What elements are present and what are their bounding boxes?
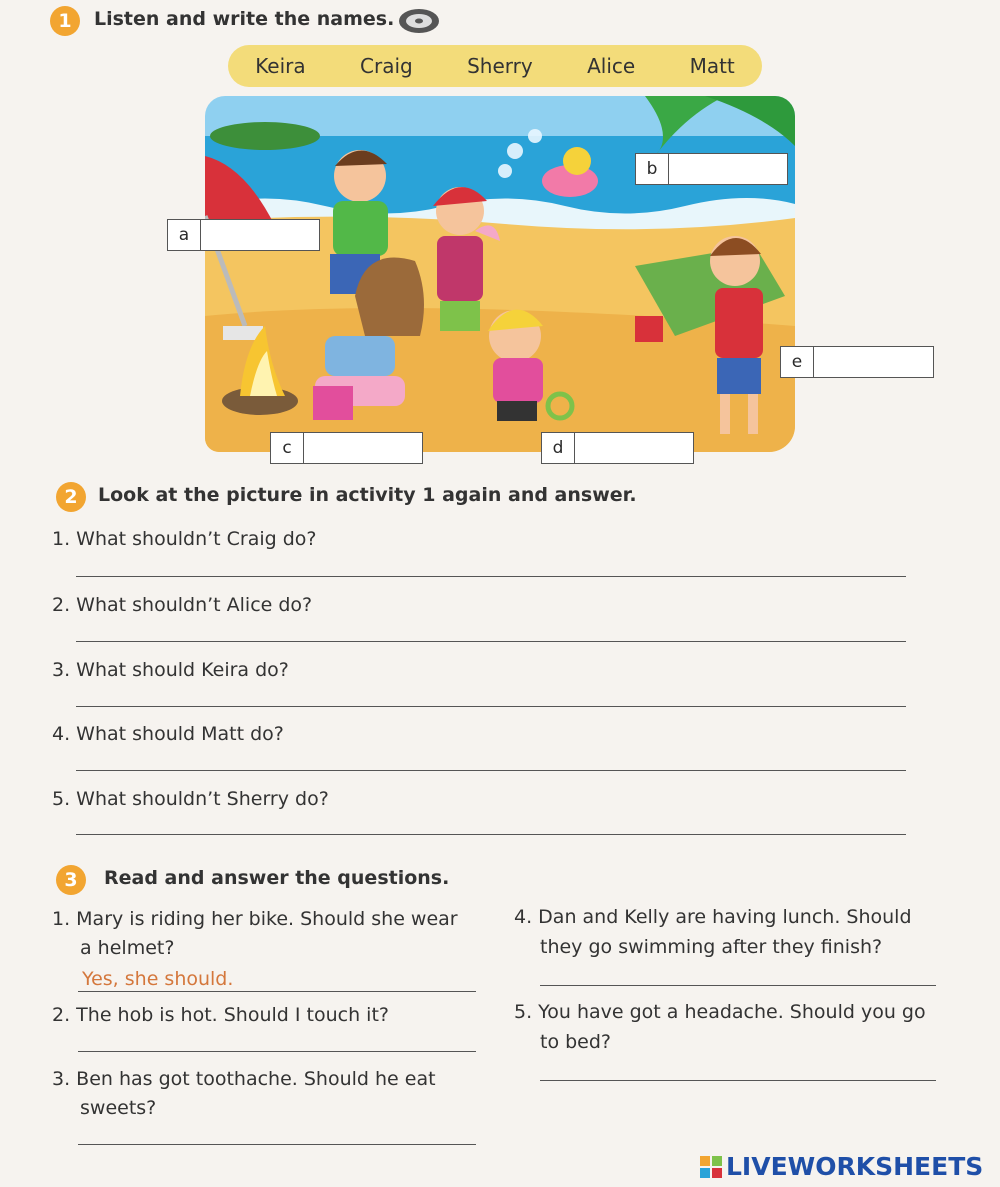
answer-line-2-5[interactable]	[76, 834, 906, 835]
name-craig: Craig	[360, 54, 413, 78]
answer-line-3-1[interactable]	[78, 991, 476, 992]
liveworksheets-logo-icon	[700, 1156, 722, 1178]
answer-line-3-5[interactable]	[540, 1080, 936, 1081]
label-box-a	[167, 219, 320, 251]
activity-3-question-2: 2. The hob is hot. Should I touch it?	[52, 1004, 389, 1026]
activity-1-number: 1	[50, 6, 80, 36]
name-bank	[228, 45, 762, 87]
label-letter-b: b	[636, 154, 669, 184]
activity-3-question-5-line-2: to bed?	[540, 1031, 612, 1053]
activity-3-question-4-line-1: 4. Dan and Kelly are having lunch. Should	[514, 906, 912, 928]
activity-2-question-4: 4. What should Matt do?	[52, 723, 284, 745]
activity-3-question-1-line-1: 1. Mary is riding her bike. Should she wear	[52, 908, 458, 930]
activity-3-question-4-line-2: they go swimming after they finish?	[540, 936, 883, 958]
activity-3-question-3-line-2: sweets?	[80, 1097, 157, 1119]
answer-input-d[interactable]	[575, 433, 693, 463]
activity-2-number: 2	[56, 482, 86, 512]
activity-3-question-3-line-1: 3. Ben has got toothache. Should he eat	[52, 1068, 436, 1090]
label-box-b	[635, 153, 788, 185]
label-letter-d: d	[542, 433, 575, 463]
label-letter-c: c	[271, 433, 304, 463]
label-box-c	[270, 432, 423, 464]
liveworksheets-logo	[700, 1152, 983, 1181]
answer-input-e[interactable]	[814, 347, 933, 377]
activity-3-title: Read and answer the questions.	[104, 867, 450, 889]
answer-line-2-2[interactable]	[76, 641, 906, 642]
activity-3-question-5-line-1: 5. You have got a headache. Should you go	[514, 1001, 926, 1023]
answer-line-3-3[interactable]	[78, 1144, 476, 1145]
label-letter-a: a	[168, 220, 201, 250]
name-keira: Keira	[255, 54, 306, 78]
activity-2-question-3: 3. What should Keira do?	[52, 659, 289, 681]
answer-input-b[interactable]	[669, 154, 787, 184]
name-matt: Matt	[689, 54, 735, 78]
activity-2-question-5: 5. What shouldn’t Sherry do?	[52, 788, 329, 810]
answer-input-a[interactable]	[201, 220, 319, 250]
activity-1-title: Listen and write the names.	[94, 8, 395, 30]
answer-line-3-2[interactable]	[78, 1051, 476, 1052]
activity-2-title: Look at the picture in activity 1 again and answer.	[98, 484, 637, 506]
answer-line-3-4[interactable]	[540, 985, 936, 986]
activity-2-question-2: 2. What shouldn’t Alice do?	[52, 594, 313, 616]
answer-input-c[interactable]	[304, 433, 422, 463]
label-letter-e: e	[781, 347, 814, 377]
answer-line-2-3[interactable]	[76, 706, 906, 707]
name-alice: Alice	[587, 54, 636, 78]
cd-icon	[398, 7, 440, 35]
beach-scene-illustration	[205, 96, 795, 452]
activity-3-question-1-line-2: a helmet?	[80, 937, 175, 959]
answer-line-2-4[interactable]	[76, 770, 906, 771]
label-box-e	[780, 346, 934, 378]
answer-line-2-1[interactable]	[76, 576, 906, 577]
liveworksheets-logo-text: LIVEWORKSHEETS	[726, 1152, 984, 1181]
label-box-d	[541, 432, 694, 464]
name-sherry: Sherry	[467, 54, 533, 78]
activity-3-number: 3	[56, 865, 86, 895]
activity-3-example-answer: Yes, she should.	[82, 968, 234, 990]
activity-2-question-1: 1. What shouldn’t Craig do?	[52, 528, 317, 550]
